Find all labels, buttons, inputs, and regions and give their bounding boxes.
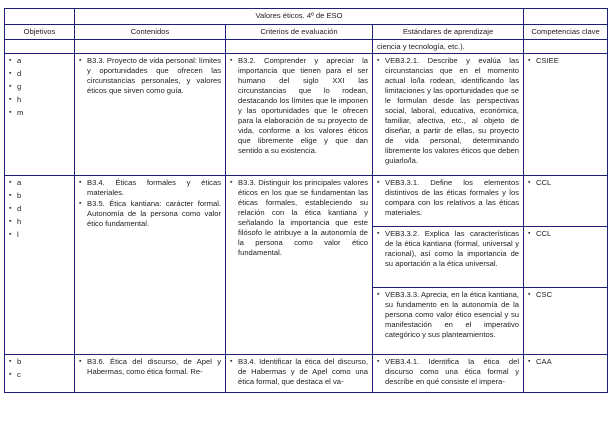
competencia-block [524, 176, 607, 227]
title-spacer-right [524, 9, 608, 25]
competencia-item: ▪ CCL [528, 178, 603, 188]
estandar-item: ▪ VEB3.4.1. Identifica la ética del discurso como una ética formal y describe en qué consiste el impera- [377, 357, 519, 387]
objetivo-item: ▪ b [9, 191, 70, 201]
estandares-cell [373, 355, 524, 393]
objetivos-cell [5, 355, 75, 393]
title-spacer-left [5, 9, 75, 25]
competencia-cell [524, 355, 608, 393]
competencia-item: ▪ CSC [528, 290, 603, 300]
contenidos-cell [75, 176, 226, 355]
table-row [5, 54, 608, 176]
criterio-cell [226, 355, 373, 393]
competencia-block [524, 227, 607, 288]
estandar-block [373, 227, 523, 288]
header-estandares: Estándares de aprendizaje [373, 25, 524, 40]
criterio-item: ▪ B3.3. Distinguir los principales valores éticos en los que se fundamentan las éticas formales, estableciendo su relación con la ética kantiana y señalando la importancia que este filósofo le atribuye a la autonomía de la persona como valor ético fundamental. [230, 178, 368, 258]
objetivo-item: ▪ a [9, 56, 70, 66]
estandares-cell [373, 54, 524, 176]
contenido-item: ▪ B3.6. Ética del discurso, de Apel y Habermas, como ética formal. Re- [79, 357, 221, 377]
cont-estandar: ciencia y tecnología, etc.). [373, 40, 524, 54]
objetivo-item: ▪ b [9, 357, 70, 367]
cont-objetivos [5, 40, 75, 54]
title-row [5, 9, 608, 25]
header-contenidos: Contenidos [75, 25, 226, 40]
estandar-item: ▪ VEB3.2.1. Describe y evalúa las circunstancias que en el momento actual lo/la rodean, identificando las limitaciones y las oportunidades que se le formulan desde las perspectivas social, laboral, educativa, económica, familiar, afectiva, etc., al objeto de diseñar, a partir de ellas, su proyecto de vida personal, determinando libremente los valores éticos que deben guiarlo/la. [377, 56, 519, 166]
contenido-item: ▪ B3.4. Éticas formales y éticas materiales. [79, 178, 221, 198]
competencia-block [524, 288, 607, 354]
objetivo-item: ▪ a [9, 178, 70, 188]
objetivo-item: ▪ l [9, 230, 70, 240]
curriculum-table [4, 8, 608, 393]
objetivo-item: ▪ h [9, 217, 70, 227]
header-criterios: Criterios de evaluación [226, 25, 373, 40]
objetivo-item: ▪ c [9, 370, 70, 380]
contenidos-cell [75, 355, 226, 393]
table-title: Valores éticos. 4º de ESO [75, 9, 524, 25]
competencia-cell [524, 54, 608, 176]
cont-contenidos [75, 40, 226, 54]
estandares-cell [373, 176, 524, 355]
table-row [5, 176, 608, 355]
estandar-block [373, 288, 523, 354]
competencia-item: ▪ CAA [528, 357, 603, 367]
header-objetivos: Objetivos [5, 25, 75, 40]
estandar-block [373, 176, 523, 227]
contenido-item: ▪ B3.3. Proyecto de vida personal: límites y oportunidades que ofrecen las circunstancias personales, y valores éticos que sirven como guía. [79, 56, 221, 96]
estandar-item: ▪ VEB3.3.3. Aprecia, en la ética kantiana, su fundamento en la autonomía de la persona como valor ético esencial y su manifestación en el imperativo categórico y sus planteamientos. [377, 290, 519, 340]
competencia-item: ▪ CSIEE [528, 56, 603, 66]
competencia-item: ▪ CCL [528, 229, 603, 239]
estandar-item: ▪ VEB3.3.2. Explica las características de la ética kantiana (formal, universal y racional), así como la importancia de su aportación a la ética universal. [377, 229, 519, 269]
objetivos-cell [5, 176, 75, 355]
continuation-row [5, 40, 608, 54]
header-row [5, 25, 608, 40]
contenido-item: ▪ B3.5. Ética kantiana: carácter formal. Autonomía de la persona como valor ético fundamental. [79, 199, 221, 229]
criterio-cell [226, 176, 373, 355]
criterio-item: ▪ B3.4. Identificar la ética del discurso, de Habermas y de Apel como una ética formal, que destaca el va- [230, 357, 368, 387]
cont-competencia [524, 40, 608, 54]
objetivo-item: ▪ g [9, 82, 70, 92]
objetivo-item: ▪ d [9, 69, 70, 79]
objetivos-cell [5, 54, 75, 176]
contenidos-cell [75, 54, 226, 176]
criterio-cell [226, 54, 373, 176]
criterio-item: ▪ B3.2. Comprender y apreciar la importancia que tienen para el ser humano del siglo XXI las circunstancias que lo rodean, destacando los límites que le imponen y las oportunidades que le ofrecen para la elaboración de su proyecto de vida, conforme a los valores éticos que libremente elige y que dan sentido a su existencia. [230, 56, 368, 156]
objetivo-item: ▪ d [9, 204, 70, 214]
objetivo-item: ▪ m [9, 108, 70, 118]
cont-criterios [226, 40, 373, 54]
estandar-item: ▪ VEB3.3.1. Define los elementos distintivos de las éticas formales y los compara con los relativos a las éticas materiales. [377, 178, 519, 218]
competencia-cell [524, 176, 608, 355]
objetivo-item: ▪ h [9, 95, 70, 105]
header-competencias: Competencias clave [524, 25, 608, 40]
table-row [5, 355, 608, 393]
